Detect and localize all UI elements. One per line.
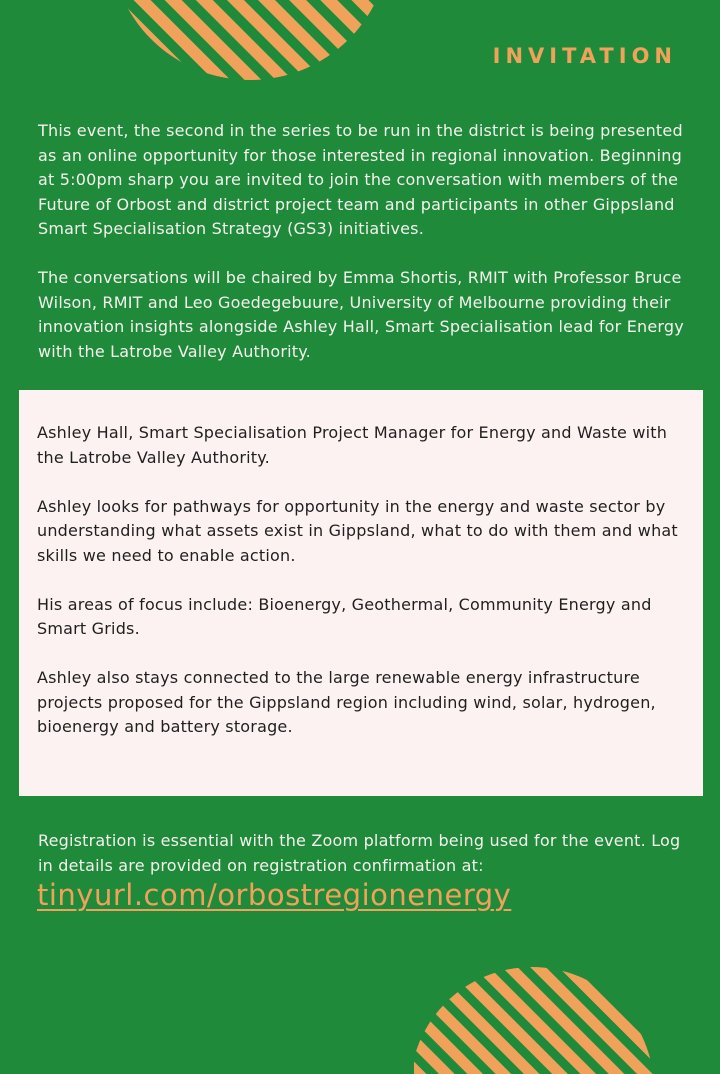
intro-section <box>38 119 688 389</box>
striped-half-circle-decoration-top <box>108 0 393 80</box>
speaker-profile-card <box>19 390 703 796</box>
invitation-title: INVITATION <box>492 44 677 68</box>
striped-half-circle-decoration-bottom <box>414 964 664 1074</box>
intro-paragraph: This event, the second in the series to be run in the district is being presented as an online opportunity for those interested in regional innovation. Beginning at 5:00pm sharp you are invited to join the conversation with members of the Future of Orbost and district project team and participants in other Gippsland Smart Specialisation Strategy (GS3) initiatives. <box>38 121 683 238</box>
speaker-paragraph: Ashley also stays connected to the large renewable energy infrastructure projects proposed for the Gippsland region including wind, solar, hydrogen, bioenergy and battery storage. <box>37 668 656 736</box>
speaker-heading: Ashley Hall, Smart Specialisation Project Manager for Energy and Waste with the Latrobe Valley Authority. <box>37 423 668 467</box>
registration-section <box>38 829 698 878</box>
intro-paragraph: The conversations will be chaired by Emma Shortis, RMIT with Professor Bruce Wilson, RMIT and Leo Goedegebuure, University of Melbourne providing their innovation insights alongside Ashley Hall, Smart Specialisation lead for Energy with the Latrobe Valley Authority. <box>38 268 684 361</box>
registration-text: Registration is essential with the Zoom platform being used for the event. Log in details are provided on registration confirmation at: <box>38 831 681 875</box>
speaker-paragraph: Ashley looks for pathways for opportunity in the energy and waste sector by understanding what assets exist in Gippsland, what to do with them and what skills we need to enable action. <box>37 496 678 565</box>
registration-link[interactable]: tinyurl.com/orbostregionenergy <box>37 878 512 912</box>
speaker-paragraph: His areas of focus include: Bioenergy, Geothermal, Community Energy and Smart Grids. <box>37 594 652 638</box>
